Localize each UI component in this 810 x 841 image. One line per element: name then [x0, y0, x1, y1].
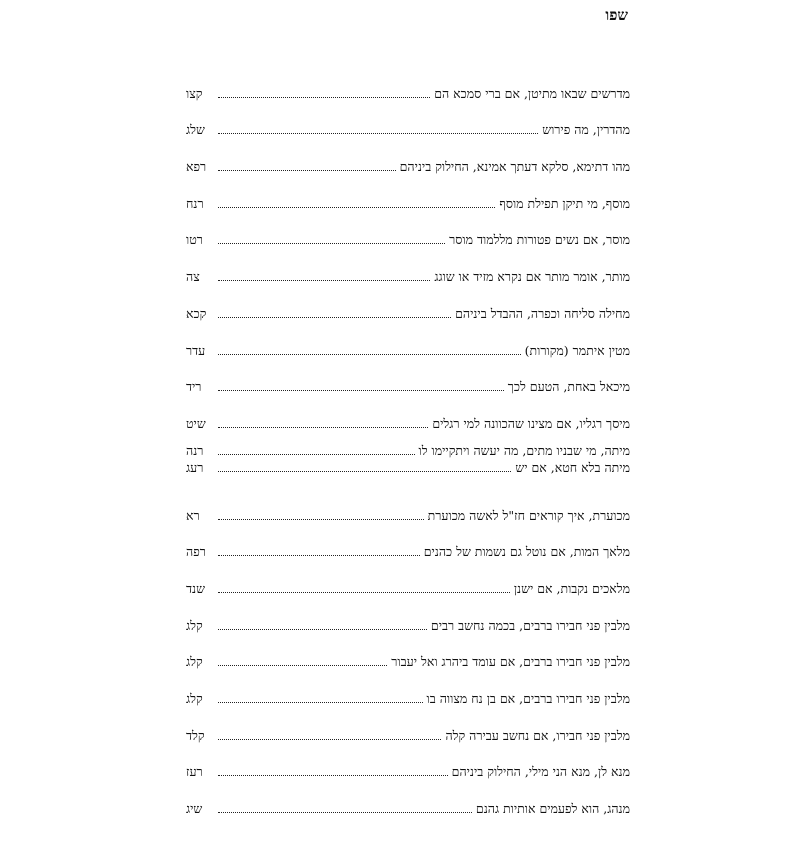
entry-page: רנח — [186, 195, 204, 211]
index-entry — [186, 637, 630, 674]
entry-page: קלג — [186, 617, 203, 633]
index-entry — [186, 251, 630, 288]
page-number: שפו — [605, 6, 628, 24]
dot-leader — [218, 702, 423, 703]
index-entry — [186, 600, 630, 637]
entry-topic: מלאך המות, אם נוטל גם נשמות של כהנים — [423, 544, 630, 560]
entry-topic: מלבין פני חבירו ברבים, אם בן נח מצווה בו — [426, 691, 630, 706]
index-entry — [186, 141, 630, 178]
index-entry — [186, 325, 630, 362]
entry-page: קלג — [186, 654, 203, 670]
entry-topic: מטין איתמר (מקורות) — [524, 342, 630, 358]
index-entry — [186, 563, 630, 600]
entry-topic: מדרשים שבאו מתיטן, אם ברי סמכא הם — [434, 85, 630, 101]
entry-page: שלג — [186, 122, 205, 138]
entry-topic: מחילה סליחה וכפרה, ההבדל ביניהם — [455, 305, 630, 321]
entry-page: רנה — [186, 442, 204, 458]
entry-page: ריד — [186, 379, 202, 395]
index-entry — [186, 490, 630, 527]
entry-page: קלד — [186, 727, 205, 743]
index-sub-entry — [186, 458, 630, 475]
entry-page: שיג — [186, 801, 203, 817]
dot-leader — [218, 354, 521, 355]
entry-page: רעג — [186, 459, 204, 475]
index-entry — [186, 783, 630, 820]
index-entry — [186, 527, 630, 564]
dot-leader — [218, 471, 511, 472]
dot-leader — [218, 317, 451, 318]
entry-topic: מיכאל באחת, הטעם לכך — [507, 379, 630, 395]
dot-leader — [218, 812, 472, 813]
entry-topic: מיתה, מי שבניו מתים, מה יעשה ויתקיימו לו — [418, 442, 630, 458]
entry-page: רטו — [186, 232, 203, 248]
index-entry — [186, 288, 630, 325]
index-entry — [186, 68, 630, 105]
dot-leader — [218, 592, 510, 593]
entry-topic: מנהג, הוא לפעמים אותיות גהנם — [475, 801, 630, 817]
dot-leader — [218, 665, 387, 666]
dot-leader — [218, 170, 396, 171]
entry-page: קצו — [186, 85, 203, 101]
index-entry — [186, 710, 630, 747]
entry-page: רעז — [186, 764, 203, 780]
entry-page: שנד — [186, 580, 205, 596]
index-entry — [186, 362, 630, 399]
entry-topic: מנא לן, מנא הני מילי, החילוק ביניהם — [451, 764, 630, 780]
dot-leader — [218, 390, 504, 391]
index-entry — [186, 673, 630, 710]
index-entry — [186, 398, 630, 435]
entry-topic: מהו דתימא, סלקא דעתך אמינא, החילוק ביניהם — [399, 159, 630, 175]
entry-topic: מוסף, מי תיקן תפילת מוסף — [499, 195, 630, 211]
entry-page: עדר — [186, 342, 206, 358]
entry-topic: מיתה בלא חטא, אם יש — [515, 459, 630, 475]
entry-topic: מלבין פני חבירו ברבים, בכמה נחשב רבים — [430, 617, 630, 633]
dot-leader — [218, 739, 441, 740]
index-entry — [186, 747, 630, 784]
entry-page: רפא — [186, 159, 207, 175]
index-entry — [186, 178, 630, 215]
dot-leader — [218, 629, 427, 630]
entry-topic: מלבין פני חבירו ברבים, אם עומד ביהרג ואל יעבור — [391, 654, 630, 670]
index-entry — [186, 105, 630, 142]
entry-page: רא — [186, 507, 200, 523]
dot-leader — [218, 243, 445, 244]
entry-page: צה — [186, 269, 200, 285]
entry-topic: מוסר, אם נשים פטורות מללמוד מוסר — [449, 232, 630, 248]
entry-page: קלג — [186, 691, 203, 706]
index-entry-group — [186, 435, 630, 490]
index-list — [186, 68, 630, 820]
dot-leader — [218, 280, 430, 281]
entry-topic: מלבין פני חבירו, אם נחשב עבירה קלה — [445, 727, 630, 743]
dot-leader — [218, 555, 420, 556]
dot-leader — [218, 775, 448, 776]
index-sub-entry — [186, 441, 630, 458]
dot-leader — [218, 133, 538, 134]
dot-leader — [218, 427, 428, 428]
entry-topic: מהדרין, מה פירוש — [542, 122, 630, 138]
dot-leader — [218, 207, 495, 208]
index-entry — [186, 215, 630, 252]
entry-topic: מכוערת, איך קוראים חז"ל לאשה מכוערת — [427, 507, 630, 523]
dot-leader — [218, 519, 424, 520]
dot-leader — [218, 454, 415, 455]
entry-topic: מלאכים נקבות, אם ישנן — [513, 580, 630, 596]
entry-page: שיט — [186, 415, 206, 431]
entry-topic: מותר, אומר מותר אם נקרא מזיד או שוגג — [434, 269, 630, 285]
entry-page: רפה — [186, 544, 206, 560]
dot-leader — [218, 97, 430, 98]
entry-topic: מיסך רגליו, אם מצינו שהכוונה למי רגלים — [432, 415, 630, 431]
entry-page: קכא — [186, 305, 207, 321]
